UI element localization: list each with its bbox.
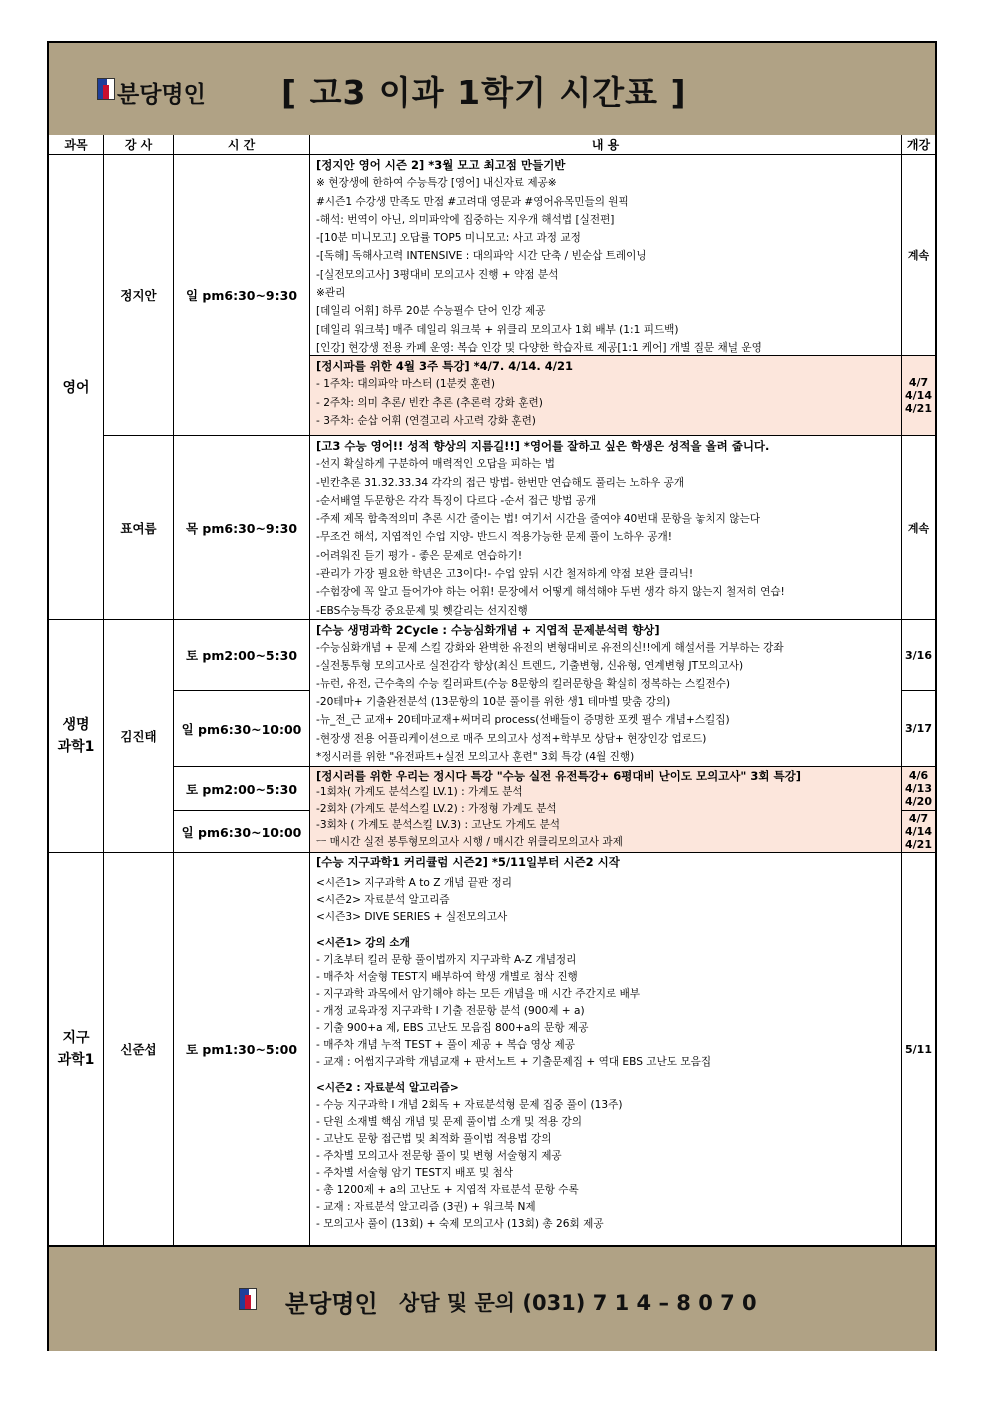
content-line: -수능심화개념 + 문제 스킬 강화와 완벽한 유전의 변형대비로 유전의신!!에게 해설서를 거부하는 강좌 — [316, 642, 784, 655]
content-line: -실전통투형 모의고사로 실전감각 향상(최신 트렌드, 기출변형, 신유형, 연계변형 JT모의고사) — [316, 660, 744, 673]
content-line: - 3주차: 순삽 어휘 (연결고리 사고력 강화 훈련) — [316, 414, 536, 427]
col-start: 개강 — [902, 135, 935, 155]
content-line: - 기초부터 킬러 문항 풀이법까지 지구과학 A-Z 개념정리 — [316, 954, 577, 966]
content-line: -무조건 해석, 지엽적인 수업 지양- 반드시 적용가능한 문제 풀이 노하우 공개! — [316, 531, 672, 544]
teacher-shin: 신준섭 — [104, 853, 174, 1245]
content-line: - 지구과학 과목에서 암기해야 하는 모든 개념을 매 시간 주간지로 배부 — [316, 988, 641, 1000]
start-pyo: 계속 — [902, 436, 935, 620]
content-line: [인강] 현강생 전용 카페 운영: 복습 인강 및 다양한 학습자료 제공[1:1 케어] 개별 질문 채널 운영 — [316, 341, 762, 354]
content-line: - 단원 소재별 핵심 개념 및 문제 풀이법 소개 및 적용 강의 — [316, 1116, 583, 1128]
content-line: -EBS수능특강 중요문제 및 헷갈리는 선지진행 — [316, 604, 528, 617]
content-line: [고3 수능 영어!! 성적 향상의 지름길!!] *영어를 잘하고 싶은 학생은 성적을 올려 줍니다. — [316, 439, 770, 453]
content-line: <시즌1> 지구과학 A to Z 개념 끝판 정리 — [316, 877, 513, 889]
header-band — [49, 43, 935, 137]
content-line: -[10분 미니모고] 오답률 TOP5 미니모고: 사고 과정 교정 — [316, 232, 581, 245]
content-line: - 매주차 서술형 TEST지 배부하여 학생 개별로 첨삭 진행 — [316, 971, 578, 983]
header-brand: 분당명인 — [117, 82, 206, 108]
time-jung: 일 pm6:30~9:30 — [174, 155, 310, 436]
date: 4/14 — [905, 389, 932, 402]
start-kim-special-sat — [902, 767, 935, 811]
content-line: -주제 제목 함축적의미 추론 시간 줄이는 법! 여기서 시간을 줄여야 40번대 문항을 놓치지 않는다 — [316, 513, 760, 526]
time-kim-sat: 토 pm2:00~5:30 — [174, 620, 310, 691]
timetable — [49, 135, 935, 1245]
content-line: [정시러를 위한 우리는 정시다 특강 "수능 실전 유전특강+ 6평대비 난이도 모의고사" 3회 특강] — [316, 769, 801, 783]
content-line: [데일리 어휘] 하루 20분 수능필수 단어 인강 제공 — [316, 305, 546, 318]
col-teacher: 강 사 — [104, 135, 174, 155]
content-jung-special — [310, 356, 902, 436]
content-line: -3회차 ( 가계도 분석스킬 LV.3) : 고난도 가계도 분석 — [316, 819, 561, 832]
content-line: -해석: 번역이 아닌, 의미파악에 집중하는 지우개 해석법 [실전편] — [316, 213, 615, 226]
time-kim-special-sun: 일 pm6:30~10:00 — [174, 811, 310, 853]
start-jung-special — [902, 356, 935, 436]
content-line: -빈칸추론 31.32.33.34 각각의 접근 방법- 한번만 연습해도 풀리는 노하우 공개 — [316, 476, 685, 489]
date: 4/21 — [905, 838, 932, 851]
col-content: 내 용 — [310, 135, 902, 155]
content-line: ※ 현장생에 한하여 수능특강 [영어] 내신자료 제공※ — [316, 177, 557, 190]
time-pyo: 목 pm6:30~9:30 — [174, 436, 310, 620]
page-title: [ 고3 이과 1학기 시간표 ] — [281, 73, 687, 112]
content-line: <시즌3> DIVE SERIES + 실전모의고사 — [316, 911, 508, 923]
content-kim-special — [310, 767, 902, 853]
content-line: ㅡ 매시간 실전 봉투형모의고사 시행 / 매시간 위클리모의고사 과제 — [316, 835, 623, 848]
footer-brand: 분당명인 — [285, 1290, 378, 1318]
content-shin — [310, 853, 902, 1245]
content-line: <시즌1> 강의 소개 — [316, 937, 410, 949]
content-line: -[독해] 독해사고력 INTENSIVE : 대의파악 시간 단축 / 빈순삽 트레이닝 — [316, 250, 647, 263]
teacher-jung: 정지안 — [104, 155, 174, 436]
subject-biology: 생명 과학1 — [49, 620, 104, 853]
date: 4/20 — [905, 795, 932, 808]
start-shin: 5/11 — [905, 1042, 932, 1056]
content-jung-season2 — [310, 155, 902, 356]
logo-icon — [97, 78, 115, 100]
subject-english: 영어 — [49, 155, 104, 620]
content-line: -1회차( 가계도 분석스킬 LV.1) : 가계도 분석 — [316, 786, 523, 799]
content-kim-2cycle — [310, 620, 902, 767]
content-line: - 주차별 서술형 암기 TEST지 배포 및 첨삭 — [316, 1167, 514, 1179]
content-line: - 2주차: 의미 추론/ 빈칸 추론 (추론력 강화 훈련) — [316, 396, 543, 409]
teacher-kim: 김진태 — [104, 620, 174, 853]
content-line: -[실전모의고사] 3평대비 모의고사 진행 + 약점 분석 — [316, 268, 559, 281]
content-line: - 1주차: 대의파악 마스터 (1분컷 훈련) — [316, 378, 496, 391]
start-kim-special-sun — [902, 811, 935, 853]
content-line: - 교재 : 자료분석 알고리즘 (3권) + 워크북 N제 — [316, 1201, 536, 1213]
content-line: <시즌2 : 자료분석 알고리즘> — [316, 1082, 459, 1094]
date: 4/7 — [908, 376, 929, 389]
content-line: -현장생 전용 어플리케이션으로 매주 모의고사 성적+학부모 상담+ 현장인강 업로드) — [316, 732, 707, 745]
content-line: #시즌1 수강생 만족도 만점 #고려대 영문과 #영어유목민들의 원픽 — [316, 195, 629, 208]
content-line: - 주차별 모의고사 전문항 풀이 및 변형 서술형지 제공 — [316, 1150, 562, 1162]
footer-contact: 상담 및 문의 (031) 7 1 4 – 8 0 7 0 — [399, 1291, 757, 1315]
content-line: [정지안 영어 시즌 2] *3월 모고 최고점 만들기반 — [316, 158, 566, 172]
content-line: -뉴_전_근 교재+ 20테마교재+써머리 process(선배들이 증명한 포켓 필수 개념+스킬집) — [316, 714, 730, 727]
content-line: - 총 1200제 + a의 고난도 + 지엽적 자료분석 문항 수록 — [316, 1184, 579, 1196]
content-pyo — [310, 436, 902, 620]
date: 4/7 — [908, 812, 929, 825]
content-line: - 모의고사 풀이 (13회) + 숙제 모의고사 (13회) 총 26회 제공 — [316, 1218, 604, 1230]
date: 4/14 — [905, 825, 932, 838]
content-line: <시즌2> 자료분석 알고리즘 — [316, 894, 450, 906]
subject-earth: 지구 과학1 — [49, 853, 104, 1245]
content-line: - 매주차 개념 누적 TEST + 풀이 제공 + 복습 영상 제공 — [316, 1039, 575, 1051]
date: 4/21 — [905, 402, 932, 415]
content-line: [수능 지구과학1 커리큘럼 시즌2] *5/11일부터 시즌2 시작 — [316, 855, 620, 869]
content-line: [수능 생명과학 2Cycle : 수능심화개념 + 지엽적 문제분석력 향상] — [316, 623, 660, 637]
logo-icon — [239, 1288, 257, 1310]
content-line: [정시파를 위한 4월 3주 특강] *4/7. 4/14. 4/21 — [316, 359, 573, 373]
col-subject: 과목 — [49, 135, 104, 155]
content-line: - 개정 교육과정 지구과학 I 기출 전문항 분석 (900제 + a) — [316, 1005, 585, 1017]
time-kim-sun: 일 pm6:30~10:00 — [174, 691, 310, 767]
content-line: ※관리 — [316, 287, 346, 300]
date: 4/6 — [908, 769, 929, 782]
content-line: -어려워진 듣기 평가 - 좋은 문제로 연습하기! — [316, 549, 523, 562]
content-line: -20테마+ 기출완전분석 (13문항의 10분 풀이를 위한 생1 테마별 맞춤 강의) — [316, 696, 671, 709]
content-line: -수험장에 꼭 알고 들어가야 하는 어휘! 문장에서 어떻게 해석해야 두번 생각 하지 않는지 철저히 연습! — [316, 586, 785, 599]
content-line: -2회차 (가계도 분석스킬 LV.2) : 가정형 가계도 분석 — [316, 802, 557, 815]
content-line: -뉴런, 유전, 근수축의 수능 킬러파트(수능 8문항의 킬러문항을 확실히 정복하는 스킬전수) — [316, 678, 731, 691]
teacher-pyo: 표여름 — [104, 436, 174, 620]
content-line: *정시러를 위한 "유전파트+실전 모의고사 훈련" 3회 특강 (4월 진행) — [316, 750, 635, 763]
content-line: -관리가 가장 필요한 학년은 고3이다!- 수업 앞뒤 시간 철저하게 약점 보완 클리닉! — [316, 568, 694, 581]
page-frame — [47, 41, 937, 1351]
content-line: - 교재 : 어썸지구과학 개념교재 + 판서노트 + 기출문제집 + 역대 EBS 고난도 모음집 — [316, 1056, 712, 1068]
date: 4/13 — [905, 782, 932, 795]
content-line: - 기출 900+a 제, EBS 고난도 모음집 800+a의 문항 제공 — [316, 1022, 589, 1034]
col-time: 시 간 — [174, 135, 310, 155]
content-line: - 수능 지구과학 I 개념 2회독 + 자료분석형 문제 집중 풀이 (13주) — [316, 1099, 623, 1111]
content-line: - 고난도 문항 접근법 및 최적화 풀이법 적용법 강의 — [316, 1133, 552, 1145]
footer-band — [49, 1245, 935, 1351]
time-kim-special-sat: 토 pm2:00~5:30 — [174, 767, 310, 811]
content-line: -선지 확실하게 구분하여 매력적인 오답을 피하는 법 — [316, 458, 555, 471]
content-line: -순서배열 두문항은 각각 특징이 다르다 -순서 접근 방법 공개 — [316, 494, 597, 507]
start-jung: 계속 — [902, 155, 935, 356]
content-line: [데일리 워크북] 매주 데일리 워크북 + 위클리 모의고사 1회 배부 (1:1 피드백) — [316, 323, 679, 336]
start-kim-sat: 3/16 — [902, 620, 935, 691]
time-shin: 토 pm1:30~5:00 — [174, 853, 310, 1245]
start-kim-sun: 3/17 — [902, 691, 935, 767]
